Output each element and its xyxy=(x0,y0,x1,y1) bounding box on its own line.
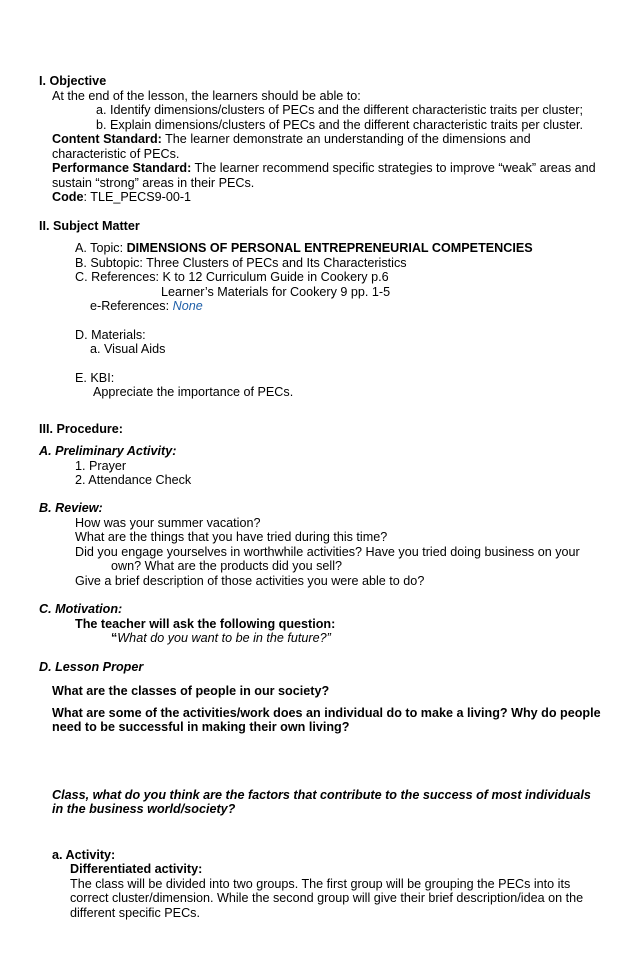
objective-heading: I. Objective xyxy=(39,74,107,88)
materials-label: D. Materials: xyxy=(75,328,146,342)
lesson-proper-heading: D. Lesson Proper xyxy=(39,660,144,674)
code-label: Code xyxy=(52,190,84,204)
code-line xyxy=(52,190,191,205)
review-line: Did you engage yourselves in worthwhile activities? Have you tried doing business on your xyxy=(75,545,580,559)
performance-standard-text: The learner recommend specific strategies to improve “weak” areas and xyxy=(191,161,596,175)
differentiated-activity-label: Differentiated activity: xyxy=(70,862,203,876)
objective-intro: At the end of the lesson, the learners should be able to: xyxy=(52,89,361,103)
topic-value: DIMENSIONS OF PERSONAL ENTREPRENEURIAL COMPETENCIES xyxy=(126,241,533,255)
ereferences-value: None xyxy=(172,299,203,313)
lesson-question-3: Class, what do you think are the factors that contribute to the success of most individuals xyxy=(52,788,591,802)
review-line: own? What are the products did you sell? xyxy=(111,559,343,573)
ereferences-label: e-References: xyxy=(90,299,173,313)
ereferences-line xyxy=(90,299,203,314)
lesson-question-2-cont: need to be successful in making their own living? xyxy=(52,720,350,734)
review-line: Give a brief description of those activities you were able to do? xyxy=(75,574,425,588)
activity-line: different specific PECs. xyxy=(70,906,200,920)
activity-line: The class will be divided into two groups. The first group will be grouping the PECs into its xyxy=(70,877,571,891)
code-value: : TLE_PECS9-00-1 xyxy=(83,190,192,204)
preliminary-heading: A. Preliminary Activity: xyxy=(39,444,177,458)
procedure-heading: III. Procedure: xyxy=(39,422,123,436)
topic-line xyxy=(75,241,533,256)
performance-standard-label: Performance Standard: xyxy=(52,161,192,175)
objective-item-b: b. Explain dimensions/clusters of PECs and the different characteristic traits per cluster. xyxy=(96,118,583,132)
materials-item: a. Visual Aids xyxy=(90,342,166,356)
preliminary-item-prayer: 1. Prayer xyxy=(75,459,127,473)
activity-line: correct cluster/dimension. While the second group will give their brief description/idea on the xyxy=(70,891,584,905)
motivation-teacher-line: The teacher will ask the following question: xyxy=(75,617,336,631)
activity-label: a. Activity: xyxy=(52,848,116,862)
content-standard-cont: characteristic of PECs. xyxy=(52,147,180,161)
motivation-question-text: What do you want to be in the future?” xyxy=(117,631,331,645)
lesson-question-2: What are some of the activities/work does an individual do to make a living? Why do people xyxy=(52,706,601,720)
topic-label: A. Topic: xyxy=(75,241,127,255)
motivation-question xyxy=(111,631,331,646)
references-line: C. References: K to 12 Curriculum Guide in Cookery p.6 xyxy=(75,270,389,284)
content-standard xyxy=(52,132,531,147)
subject-matter-heading: II. Subject Matter xyxy=(39,219,140,233)
objective-item-a: a. Identify dimensions/clusters of PECs and the different characteristic traits per cluster; xyxy=(96,103,583,117)
content-standard-text: The learner demonstrate an understanding of the dimensions and xyxy=(161,132,531,146)
kbi-text: Appreciate the importance of PECs. xyxy=(93,385,294,399)
performance-standard xyxy=(52,161,596,176)
open-quote: “ xyxy=(111,631,118,645)
preliminary-item-attendance: 2. Attendance Check xyxy=(75,473,192,487)
performance-standard-cont: sustain “strong” areas in their PECs. xyxy=(52,176,255,190)
content-standard-label: Content Standard: xyxy=(52,132,162,146)
motivation-heading: C. Motivation: xyxy=(39,602,123,616)
review-line: What are the things that you have tried during this time? xyxy=(75,530,388,544)
review-line: How was your summer vacation? xyxy=(75,516,261,530)
lesson-question-1: What are the classes of people in our society? xyxy=(52,684,330,698)
review-heading: B. Review: xyxy=(39,501,103,515)
lesson-question-3-cont: in the business world/society? xyxy=(52,802,236,816)
subtopic-line: B. Subtopic: Three Clusters of PECs and Its Characteristics xyxy=(75,256,407,270)
kbi-label: E. KBI: xyxy=(75,371,115,385)
references-line-2: Learner’s Materials for Cookery 9 pp. 1-5 xyxy=(161,285,391,299)
